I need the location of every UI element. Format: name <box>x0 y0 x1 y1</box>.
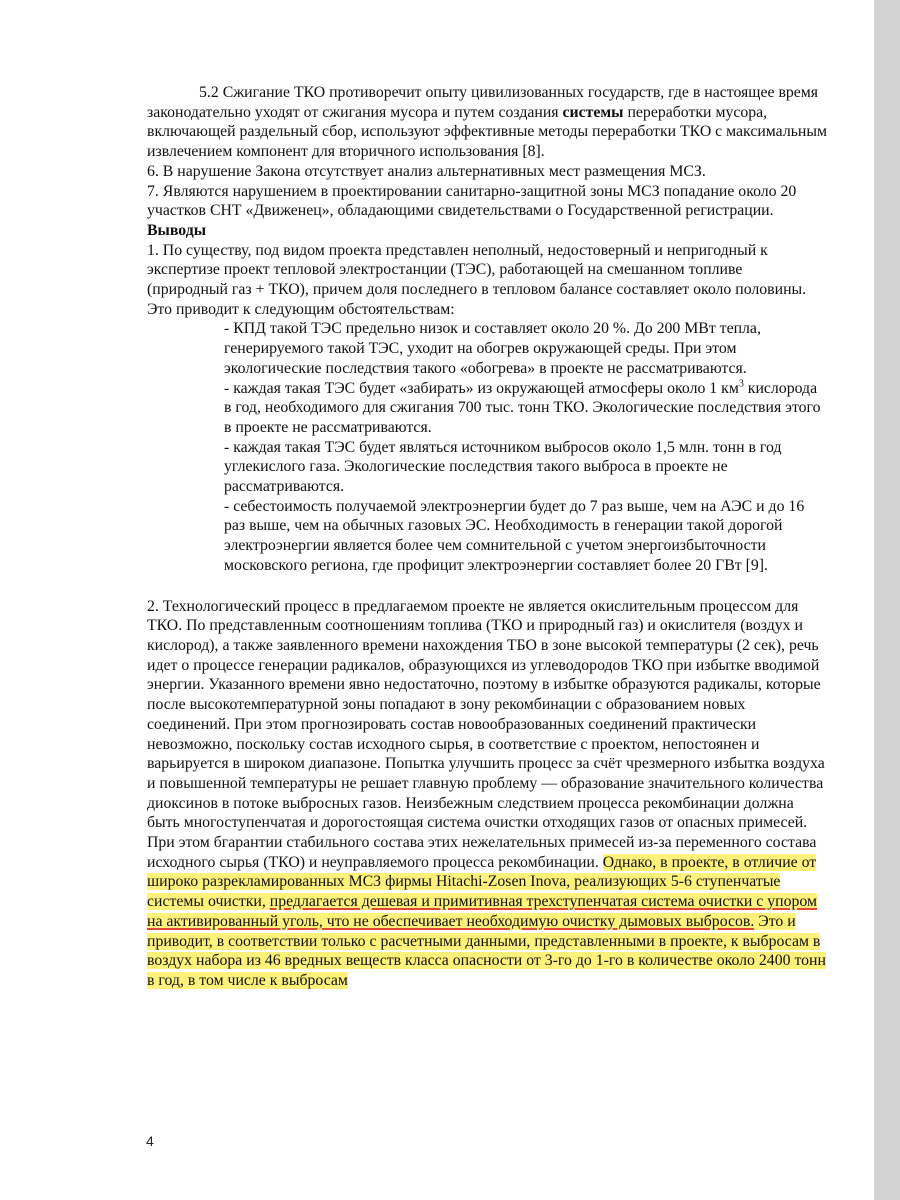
page-number: 4 <box>146 1133 154 1149</box>
highlighted-underlined-text: предлагается дешевая и примитивная трехступенчатая система очистки с упором на активированный уголь, что не обеспечивает необходимую очистку дымовых выбросов. <box>147 893 818 930</box>
paragraph-7: 7. Являются нарушением в проектировании санитарно-защитной зоны МСЗ попадание около 20 участков СНТ «Движенец», обладающими свидетельствами о Государственной регистрации. <box>147 182 797 220</box>
superscript-cubed: 3 <box>738 378 744 390</box>
paragraph-5-2 <box>147 83 827 162</box>
paragraph-6: 6. В нарушение Закона отсутствует анализ альтернативных мест размещения МСЗ. <box>147 162 706 180</box>
bullet-item: - КПД такой ТЭС предельно низок и составляет около 20 %. До 200 МВт тепла, генерируемого такой ТЭС, уходит на обогрев окружающей среды. При этом экологические последствия такого «обогрева» в проекте не рассматриваются. <box>224 320 761 377</box>
bullet-2-text-a: - каждая такая ТЭС будет «забирать» из окружающей атмосферы около 1 км <box>224 379 739 397</box>
bullet-2-text-b: кислорода в год, необходимого для сжигания 700 тыс. тонн ТКО. Экологические последствия этого в проекте не рассматриваются. <box>224 379 821 436</box>
bullet-item <box>224 379 827 438</box>
conclusion-1: 1. По существу, под видом проекта представлен неполный, недостоверный и непригодный к экспертизе проект тепловой электростанции (ТЭС), работающей на смешанном топливе (природный газ + ТКО), причем доля последнего в тепловом балансе составляет около половины. Это приводит к следующим обстоятельствам: <box>147 241 807 318</box>
paragraph-gap <box>147 576 827 597</box>
paragraph-5-2-text-b: переработки мусора, включающей раздельный сбор, используют эффективные методы переработки ТКО с максимальным извлечением компонент для вторичного использования [8]. <box>147 103 827 161</box>
conclusion-2-text: 2. Технологический процесс в предлагаемом проекте не является окислительным процессом для ТКО. По представленным соотношениям топлива (ТКО и природный газ) и окислителя (воздух и кислород), а также заявленного времени нахождения ТБО в зоне высокой температуры (2 сек), речь идет о процессе генерации радикалов, образующихся из углеводородов ТКО при избытке вводимой энергии. Указанного времени явно недостаточно, поэтому в избытке образуются радикалы, которые после высокотемпературной зоны попадают в зону рекомбинации с образованием новых соединений. При этом прогнозировать состав новообразованных соединений практически невозможно, поскольку состав исходного сырья, в соответствие с проектом, непостоянен и варьируется в широком диапазоне. Попытка улучшить процесс за счёт чрезмерного избытка воздуха и повышенной температуры не решает главную проблему — образование значительного количества диоксинов в потоке выбросных газов. Неизбежным следствием процесса рекомбинации должна быть многоступенчатая и дорогостоящая система очистки отходящих газов от опасных примесей. При этом бгарантии стабильного состава этих нежелательных примесей из-за переменного состава исходного сырья (ТКО) и неуправляемого процесса рекомбинации. <box>147 597 825 871</box>
conclusions-heading-text: Выводы <box>147 221 207 239</box>
scrollbar[interactable] <box>874 0 900 1200</box>
document-body <box>147 83 827 991</box>
paragraph-5-2-bold: системы <box>562 103 624 121</box>
paragraph-5-2-text-a: 5.2 Сжигание ТКО противоречит опыту цивилизованных государств, где в настоящее время законодательно уходят от сжигания мусора и путем создания <box>147 84 819 121</box>
conclusion-2 <box>147 597 827 991</box>
conclusions-heading <box>147 221 827 241</box>
highlighted-text: Однако, в проекте, в отличие от широко разрекламированных МСЗ фирмы Hitachi-Zosen Inova, реализующих 5-6 ступенчатые системы очистки, <box>147 853 817 911</box>
highlighted-text: Это и приводит, в соответствии только с расчетными данными, представленными в проекте, к выбросам в воздух набора из 46 вредных веществ класса опасности от 3-го до 1-го в количестве около 2400 тонн в год, в том числе к выбросам <box>147 912 826 989</box>
bullet-item: - себестоимость получаемой электроэнергии будет до 7 раз выше, чем на АЭС и до 16 раз выше, чем на обычных газовых ЭС. Необходимость в генерации такой дорогой электроэнергии является более чем сомнительной с учетом энергоизбыточности московского региона, где профицит электроэнергии составляет более 20 ГВт [9]. <box>224 497 805 574</box>
conclusion-1-bullets <box>224 319 827 575</box>
bullet-item: - каждая такая ТЭС будет являться источником выбросов около 1,5 млн. тонн в год углекислого газа. Экологические последствия такого выброса в проекте не рассматриваются. <box>224 438 782 496</box>
